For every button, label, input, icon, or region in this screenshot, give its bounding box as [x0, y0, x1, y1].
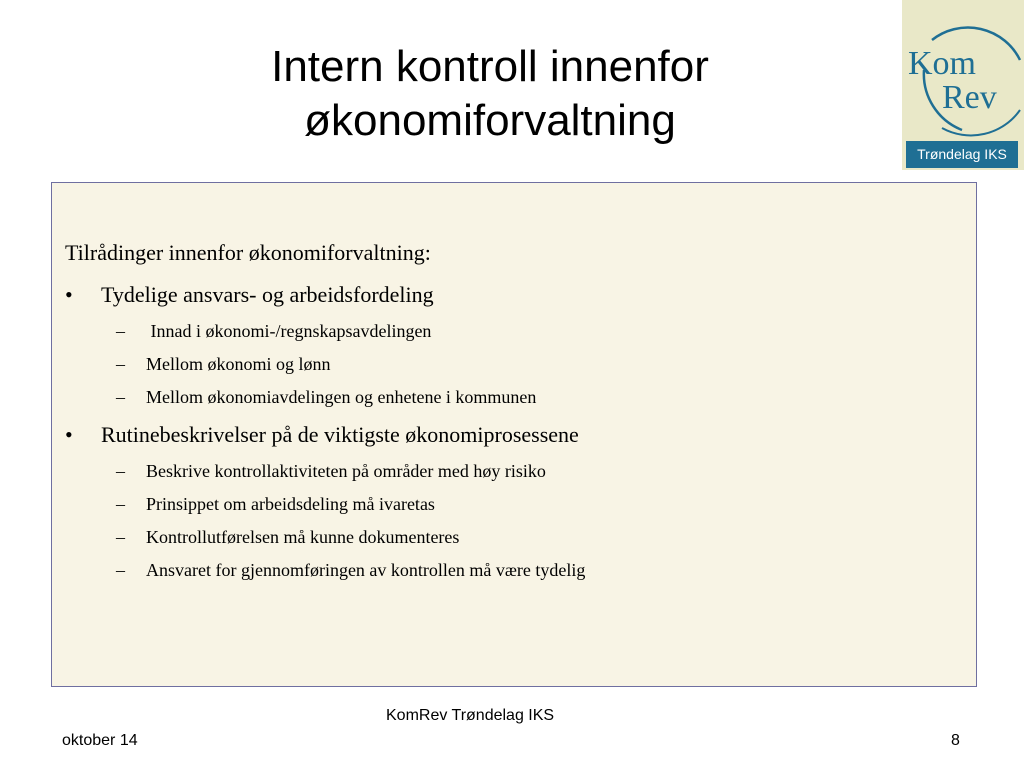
- sub-mark: –: [116, 527, 125, 547]
- sub-text: Innad i økonomi-/regnskapsavdelingen: [146, 321, 432, 341]
- sub-mark: –: [116, 494, 125, 514]
- sub-mark: –: [116, 321, 125, 341]
- logo-word-rev: Rev: [942, 79, 997, 116]
- bullet-mark: •: [65, 282, 73, 307]
- bullet-text: Rutinebeskrivelser på de viktigste økonomiprosessene: [101, 422, 579, 447]
- slide-title: [170, 40, 810, 148]
- sub-text: Mellom økonomiavdelingen og enhetene i kommunen: [146, 387, 537, 407]
- sub-mark: –: [116, 387, 125, 407]
- sub-text: Kontrollutførelsen må kunne dokumenteres: [146, 527, 460, 547]
- slide-title-line-2: økonomiforvaltning: [304, 96, 676, 145]
- footer-date: oktober 14: [62, 732, 138, 749]
- sub-text: Beskrive kontrollaktiviteten på områder med høy risiko: [146, 461, 546, 481]
- sub-text: Prinsippet om arbeidsdeling må ivaretas: [146, 494, 435, 514]
- sub-text: Mellom økonomi og lønn: [146, 354, 331, 374]
- logo-band-text: Trøndelag IKS: [906, 141, 1018, 168]
- slide-title-line-1: Intern kontroll innenfor: [271, 42, 709, 91]
- bullet-text: Tydelige ansvars- og arbeidsfordeling: [101, 282, 434, 307]
- intro-text: Tilrådinger innenfor økonomiforvaltning:: [65, 240, 431, 265]
- content-box: [51, 182, 977, 687]
- bullet-mark: •: [65, 422, 73, 447]
- sub-mark: –: [116, 354, 125, 374]
- sub-text: Ansvaret for gjennomføringen av kontrollen må være tydelig: [146, 560, 586, 580]
- komrev-logo: [902, 0, 1024, 170]
- logo-word-kom: Kom: [908, 45, 976, 82]
- sub-mark: –: [116, 560, 125, 580]
- footer-organization: KomRev Trøndelag IKS: [386, 707, 555, 724]
- footer-page-number: 8: [951, 732, 960, 749]
- sub-mark: –: [116, 461, 125, 481]
